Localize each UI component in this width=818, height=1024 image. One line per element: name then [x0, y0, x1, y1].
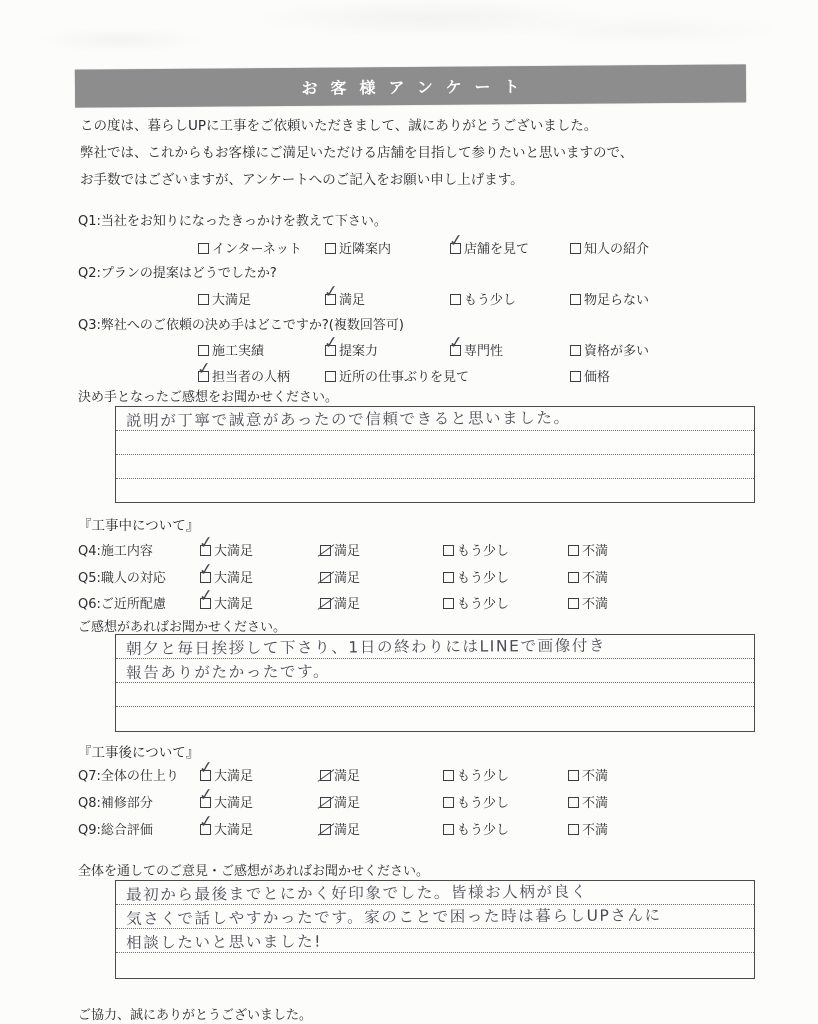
option-label: 価格	[584, 370, 611, 385]
option-expertise[interactable]	[447, 332, 504, 359]
checkbox[interactable]	[197, 784, 215, 808]
q8-row	[0, 784, 818, 812]
option-very-satisfied[interactable]	[197, 532, 254, 559]
option-satisfied[interactable]	[322, 281, 366, 308]
form-title-bar	[75, 64, 746, 107]
check-mark-icon: ✓	[197, 585, 215, 607]
option-label: もう少し	[457, 597, 510, 612]
check-mark-icon: ✓	[447, 332, 465, 354]
option-proposal-skill[interactable]	[322, 332, 379, 359]
option-referral[interactable]	[570, 238, 649, 257]
option-label: もう少し	[464, 293, 517, 308]
comment-row	[116, 455, 754, 479]
comment-row	[116, 953, 754, 977]
check-mark-icon: ✓	[197, 811, 215, 833]
check-mark-icon: ✓	[197, 784, 215, 806]
option-label: 満足	[334, 769, 361, 784]
option-label: 不満	[582, 796, 609, 811]
checkbox[interactable]	[320, 598, 331, 609]
option-a-little-more[interactable]	[450, 289, 516, 308]
checkbox[interactable]	[197, 757, 215, 781]
option-label: もう少し	[457, 796, 510, 811]
option-label: 満足	[334, 597, 361, 612]
q4-row	[0, 532, 818, 560]
checkbox[interactable]	[568, 598, 579, 609]
option-label: 満足	[334, 544, 361, 559]
intro-line-2: 弊社では、これからもお客様にご満足いただける店舗を目指して参りたいと思いますので、	[80, 145, 634, 161]
option-many-qualifications[interactable]	[570, 340, 649, 359]
option-dissatisfied[interactable]	[568, 540, 608, 559]
option-label: 満足	[334, 823, 361, 838]
option-label: もう少し	[457, 769, 510, 784]
overall-comment-prompt: 全体を通してのご意見・ご感想があればお聞かせください。	[78, 864, 430, 879]
slash-mark-icon	[318, 796, 335, 809]
checkbox[interactable]	[197, 532, 215, 556]
option-satisfied[interactable]	[320, 765, 360, 784]
checkbox[interactable]	[198, 345, 209, 356]
comment-box-q3[interactable]	[115, 406, 755, 503]
option-label: 大満足	[212, 293, 252, 308]
checkbox[interactable]	[568, 770, 579, 781]
checkbox[interactable]	[197, 559, 215, 583]
option-label: 施工実績	[212, 344, 265, 359]
checkbox[interactable]	[568, 797, 579, 808]
comment-box-during[interactable]	[115, 634, 755, 732]
option-very-satisfied[interactable]	[197, 784, 254, 811]
comment-box-overall[interactable]	[115, 880, 755, 979]
option-label: 知人の紹介	[584, 242, 650, 257]
check-mark-icon: ✓	[197, 757, 215, 779]
option-satisfied[interactable]	[320, 792, 360, 811]
slash-mark-icon	[318, 769, 335, 782]
checkbox[interactable]	[320, 572, 331, 583]
option-label: 大満足	[214, 796, 254, 811]
checkbox[interactable]	[443, 824, 454, 835]
option-label: 物足らない	[584, 293, 650, 308]
option-saw-store[interactable]	[447, 230, 530, 257]
option-label: 不満	[582, 769, 609, 784]
q2-options-row	[0, 281, 818, 309]
comment-row	[116, 929, 754, 953]
checkbox[interactable]	[195, 358, 213, 382]
option-label: 満足	[334, 796, 361, 811]
comment-row	[116, 407, 754, 431]
q9-label: Q9:総合評価	[78, 823, 153, 838]
q6-row	[0, 585, 818, 613]
checkbox[interactable]	[320, 770, 331, 781]
checkbox[interactable]	[198, 294, 209, 305]
q7-row	[0, 757, 818, 785]
q3-options-row-2	[0, 358, 818, 386]
q4-label: Q4:施工内容	[78, 544, 153, 559]
option-a-little-more[interactable]	[443, 792, 509, 811]
handwritten-line: 説明が丁寧で誠意があったので信頼できると思いました。	[126, 408, 571, 430]
check-mark-icon: ✓	[322, 281, 340, 303]
checkbox[interactable]	[450, 294, 461, 305]
checkbox[interactable]	[197, 585, 215, 609]
option-satisfied[interactable]	[320, 567, 360, 586]
option-label: 不満	[582, 544, 609, 559]
option-a-little-more[interactable]	[443, 819, 509, 838]
option-label: 不満	[582, 571, 609, 586]
option-a-little-more[interactable]	[443, 540, 509, 559]
option-label: 満足	[339, 293, 366, 308]
option-neighborhood-work[interactable]	[325, 366, 469, 385]
checkbox[interactable]	[570, 345, 581, 356]
option-very-satisfied[interactable]	[197, 585, 254, 612]
option-label: 満足	[334, 571, 361, 586]
option-dissatisfied[interactable]	[568, 765, 608, 784]
option-dissatisfied[interactable]	[568, 819, 608, 838]
option-a-little-more[interactable]	[443, 593, 509, 612]
checkbox[interactable]	[320, 797, 331, 808]
option-construction-record[interactable]	[198, 340, 264, 359]
during-comment-prompt: ご感想があればお聞かせください。	[78, 620, 287, 635]
checkbox[interactable]	[325, 243, 336, 254]
check-mark-icon: ✓	[195, 358, 213, 380]
option-internet[interactable]	[198, 238, 302, 257]
checkbox[interactable]	[443, 545, 454, 556]
option-label: 大満足	[214, 544, 254, 559]
option-label: 専門性	[464, 344, 504, 359]
checkbox[interactable]	[568, 545, 579, 556]
option-very-satisfied[interactable]	[197, 559, 254, 586]
check-mark-icon: ✓	[197, 559, 215, 581]
checkbox[interactable]	[443, 770, 454, 781]
checkbox[interactable]	[443, 598, 454, 609]
option-label: インターネット	[212, 242, 302, 257]
option-label: 提案力	[339, 344, 379, 359]
checkbox[interactable]	[443, 572, 454, 583]
checkbox[interactable]	[322, 332, 340, 356]
handwritten-line: 最初から最後までとにかく好印象でした。皆様お人柄が良く	[126, 882, 588, 904]
option-very-satisfied[interactable]	[198, 289, 251, 308]
q3-comment-prompt: 決め手となったご感想をお聞かせください。	[78, 390, 339, 405]
section-title-during: 『工事中について』	[78, 518, 200, 534]
option-label: 大満足	[214, 823, 254, 838]
handwritten-line: 相談したいと思いました!	[126, 932, 323, 952]
q1-label: Q1:当社をお知りになったきっかけを教えて下さい。	[78, 214, 387, 229]
comment-row	[116, 635, 754, 659]
checkbox[interactable]	[570, 243, 581, 254]
option-label: もう少し	[457, 544, 510, 559]
checkbox[interactable]	[447, 332, 465, 356]
q7-label: Q7:全体の仕上り	[78, 769, 179, 784]
checkbox[interactable]	[322, 281, 340, 305]
slash-mark-icon	[318, 823, 335, 836]
slash-mark-icon	[318, 571, 335, 584]
comment-row	[116, 905, 754, 929]
handwritten-line: 気さくで話しやすかったです。家のことで困った時は暮らしUPさんに	[126, 906, 662, 928]
q5-label: Q5:職人の対応	[78, 571, 166, 586]
option-not-enough[interactable]	[570, 289, 649, 308]
option-a-little-more[interactable]	[443, 567, 509, 586]
checkbox[interactable]	[198, 243, 209, 254]
q8-label: Q8:補修部分	[78, 796, 153, 811]
intro-line-3: お手数ではございますが、アンケートへのご記入をお願い申し上げます。	[80, 172, 524, 188]
q1-options-row	[0, 230, 818, 258]
checkbox[interactable]	[443, 797, 454, 808]
option-label: 資格が多い	[584, 344, 650, 359]
option-price[interactable]	[570, 366, 610, 385]
checkbox[interactable]	[447, 230, 465, 254]
option-label: 大満足	[214, 571, 254, 586]
option-label: 店舗を見て	[464, 242, 530, 257]
check-mark-icon: ✓	[197, 532, 215, 554]
check-mark-icon: ✓	[322, 332, 340, 354]
option-label: もう少し	[457, 823, 510, 838]
comment-row	[116, 479, 754, 503]
closing-text: ご協力、誠にありがとうございました。	[78, 1008, 313, 1023]
option-satisfied[interactable]	[320, 540, 360, 559]
q5-row	[0, 559, 818, 587]
checkbox[interactable]	[320, 824, 331, 835]
section-title-after: 『工事後について』	[78, 745, 200, 761]
option-label: もう少し	[457, 571, 510, 586]
option-label: 近隣案内	[339, 242, 392, 257]
slash-mark-icon	[318, 544, 335, 557]
comment-row	[116, 659, 754, 683]
form-title: お客様アンケート	[301, 76, 533, 98]
q9-row	[0, 811, 818, 839]
option-neighborhood-guide[interactable]	[325, 238, 391, 257]
intro-line-1: この度は、暮らしUPに工事をご依頼いただきまして、誠にありがとうございました。	[80, 118, 598, 134]
option-dissatisfied[interactable]	[568, 567, 608, 586]
handwritten-line: 朝夕と毎日挨拶して下さり、1日の終わりにはLINEで画像付き	[126, 636, 607, 658]
comment-row	[116, 683, 754, 707]
q6-label: Q6:ご近所配慮	[78, 597, 166, 612]
option-satisfied[interactable]	[320, 593, 360, 612]
comment-row	[116, 431, 754, 455]
handwritten-line: 報告ありがたかったです。	[126, 662, 331, 682]
option-satisfied[interactable]	[320, 819, 360, 838]
checkbox[interactable]	[570, 371, 581, 382]
option-dissatisfied[interactable]	[568, 593, 608, 612]
comment-row	[116, 881, 754, 905]
q3-options-row-1	[0, 332, 818, 360]
comment-row	[116, 707, 754, 731]
option-a-little-more[interactable]	[443, 765, 509, 784]
option-label: 大満足	[214, 597, 254, 612]
checkbox[interactable]	[570, 294, 581, 305]
checkbox[interactable]	[197, 811, 215, 835]
q3-label: Q3:弊社へのご依頼の決め手はどこですか?(複数回答可)	[78, 318, 404, 333]
slash-mark-icon	[318, 597, 335, 610]
option-staff-personality[interactable]	[195, 358, 291, 385]
option-label: 担当者の人柄	[212, 370, 291, 385]
checkbox[interactable]	[325, 371, 336, 382]
check-mark-icon: ✓	[447, 230, 465, 252]
option-label: 近所の仕事ぶりを見て	[339, 370, 470, 385]
option-very-satisfied[interactable]	[197, 811, 254, 838]
checkbox[interactable]	[320, 545, 331, 556]
option-label: 不満	[582, 597, 609, 612]
checkbox[interactable]	[568, 572, 579, 583]
option-dissatisfied[interactable]	[568, 792, 608, 811]
option-very-satisfied[interactable]	[197, 757, 254, 784]
checkbox[interactable]	[568, 824, 579, 835]
option-label: 不満	[582, 823, 609, 838]
q2-label: Q2:プランの提案はどうでしたか?	[78, 266, 277, 281]
option-label: 大満足	[214, 769, 254, 784]
